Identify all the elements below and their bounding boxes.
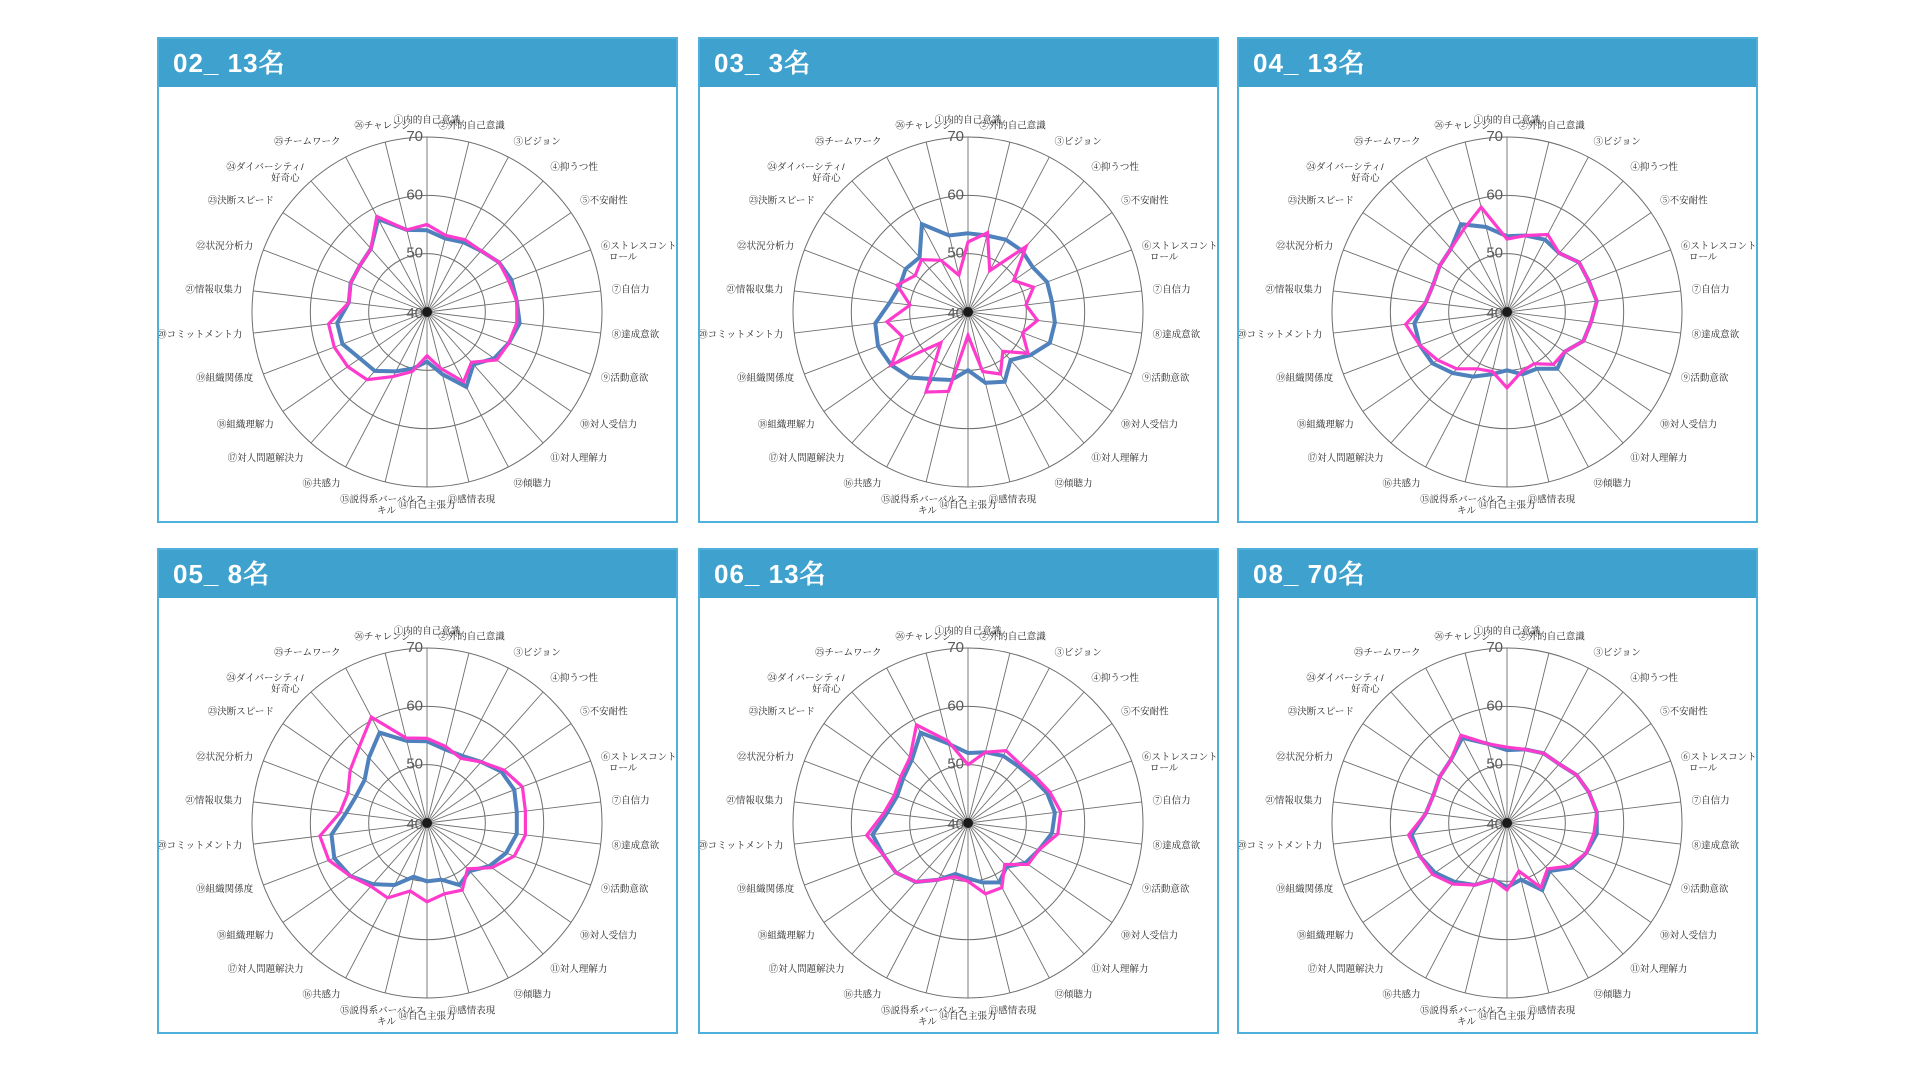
axis-label: ㉒状況分析力 (737, 241, 795, 253)
axis-label: ⑬感情表現 (1527, 494, 1576, 506)
axis-label: ⑨活動意欲 (1141, 883, 1190, 895)
axis-label: ㉓決断スピード (207, 706, 274, 718)
scale-tick-label: 40 (406, 305, 423, 322)
scale-tick-label: 50 (406, 755, 423, 773)
axis-label: ③ビジョン (513, 647, 561, 659)
grid-spoke (968, 653, 1010, 823)
axis-label: ㉑情報収集力 (1265, 795, 1323, 807)
axis-label: ①内的自己意識 (1473, 115, 1541, 126)
axis-label: ⑩対人受信力 (1660, 930, 1718, 942)
axis-label: ⑫傾聴力 (513, 478, 552, 490)
grid-spoke (968, 312, 1010, 482)
axis-label: ⑤不安耐性 (1121, 706, 1169, 718)
grid-spoke (926, 312, 968, 482)
axis-label: ㉖チャレンジ (354, 120, 411, 132)
axis-label: ㉓決断スピード (1287, 706, 1354, 718)
axis-label: ⑱組織理解力 (757, 419, 815, 431)
grid-group (793, 648, 1143, 998)
chart-panel (157, 37, 678, 523)
chart-panel (1237, 548, 1758, 1034)
axis-label: ⑩対人受信力 (580, 419, 638, 431)
axis-label: ⑯共感力 (302, 989, 341, 1001)
scale-tick-label: 60 (406, 697, 423, 715)
axis-label: ⑲組織関係度 (1276, 372, 1334, 384)
axis-label: ⑦自信力 (1691, 284, 1730, 296)
radar-chart-container (700, 598, 1217, 1032)
grid-group (793, 137, 1143, 487)
axis-label: ⑥ストレスコントロール (1680, 241, 1756, 264)
axis-label: ㉑情報収集力 (726, 795, 784, 807)
axis-label: ⑪対人理解力 (1091, 964, 1149, 976)
axis-label: ⑨活動意欲 (1141, 372, 1190, 384)
panel-title: 08_ 70名 (1253, 559, 1366, 589)
scale-tick-label: 60 (1486, 697, 1503, 715)
scale-tick-label: 50 (406, 244, 423, 262)
axis-label: ⑰対人問題解決力 (227, 964, 304, 976)
axis-label: ⑥ストレスコントロール (1141, 752, 1217, 775)
panel-title: 03_ 3名 (714, 48, 812, 78)
axis-label: ⑩対人受信力 (1660, 419, 1718, 431)
axis-label: ⑭自己主張力 (1478, 1011, 1536, 1022)
axis-label: ①内的自己意識 (934, 115, 1002, 126)
axis-label: ⑱組織理解力 (1296, 419, 1354, 431)
axis-label: ⑩対人受信力 (1121, 419, 1179, 431)
axis-label: ⑲組織関係度 (196, 883, 254, 895)
axis-label: ③ビジョン (1054, 136, 1102, 148)
axis-label: ⑭自己主張力 (939, 500, 997, 511)
axis-label: ④抑うつ性 (1091, 161, 1139, 173)
axis-label: ③ビジョン (1054, 647, 1102, 659)
axis-label: ③ビジョン (1593, 647, 1641, 659)
radar-chart-container (1239, 598, 1756, 1032)
axis-label: ⑮説得系バーバルスキル (1420, 494, 1505, 517)
scale-tick-label: 70 (1486, 639, 1503, 656)
scale-tick-label: 70 (947, 128, 964, 145)
axis-label: ⑯共感力 (843, 478, 882, 490)
axis-label: ⑭自己主張力 (398, 1011, 456, 1022)
axis-label: ⑲組織関係度 (737, 883, 795, 895)
scale-tick-label: 40 (947, 816, 964, 833)
axis-label: ⑱組織理解力 (216, 419, 274, 431)
axis-label: ㉓決断スピード (1287, 195, 1354, 207)
axis-label: ⑯共感力 (1382, 478, 1421, 490)
panel-header (159, 550, 676, 598)
axis-label: ③ビジョン (513, 136, 561, 148)
panel-header (1239, 550, 1756, 598)
axis-label: ④抑うつ性 (1630, 161, 1678, 173)
axis-label: ⑪対人理解力 (550, 453, 608, 465)
axis-label: ⑫傾聴力 (1054, 989, 1093, 1001)
axis-label: ⑤不安耐性 (580, 195, 628, 207)
axis-label: ⑦自信力 (1152, 795, 1191, 807)
axis-label: ㉒状況分析力 (196, 752, 254, 764)
axis-label: ㉔ダイバーシティ/好奇心 (767, 161, 845, 184)
axis-label: ㉑情報収集力 (726, 284, 784, 296)
axis-label: ⑳コミットメント力 (1239, 840, 1323, 852)
axis-label: ④抑うつ性 (1091, 672, 1139, 684)
axis-label: ⑤不安耐性 (1121, 195, 1169, 207)
axis-label: ⑮説得系バーバルスキル (1420, 1005, 1505, 1028)
axis-label: ⑳コミットメント力 (700, 329, 784, 341)
scale-tick-label: 40 (947, 305, 964, 322)
scale-tick-label: 70 (406, 639, 423, 656)
radar-chart (1239, 87, 1756, 521)
axis-label: ⑤不安耐性 (1660, 706, 1708, 718)
grid-spoke (1507, 823, 1549, 993)
axis-label: ⑬感情表現 (988, 1005, 1037, 1017)
grid-spoke (385, 823, 427, 993)
grid-group (1332, 648, 1682, 998)
radar-chart (700, 598, 1217, 1032)
axis-label: ⑧達成意欲 (1691, 840, 1740, 852)
panel-title: 06_ 13名 (714, 559, 827, 589)
radar-chart (159, 598, 676, 1032)
grid-spoke (1507, 653, 1549, 823)
axis-label: ⑱組織理解力 (216, 930, 274, 942)
axis-label: ⑲組織関係度 (737, 372, 795, 384)
axis-label: ⑧達成意欲 (1152, 329, 1201, 341)
axis-label: ⑳コミットメント力 (159, 329, 243, 341)
axis-label: ㉓決断スピード (748, 706, 815, 718)
axis-label: ㉔ダイバーシティ/好奇心 (767, 672, 845, 695)
axis-label: ④抑うつ性 (550, 161, 598, 173)
panel-header (700, 550, 1217, 598)
axis-label: ⑰対人問題解決力 (768, 964, 845, 976)
chart-panel (157, 548, 678, 1034)
axis-label: ⑩対人受信力 (580, 930, 638, 942)
axis-label: ⑨活動意欲 (1680, 883, 1729, 895)
axis-label: ⑦自信力 (611, 284, 650, 296)
axis-label: ⑭自己主張力 (398, 500, 456, 511)
panel-title: 02_ 13名 (173, 48, 286, 78)
axis-label: ㉓決断スピード (748, 195, 815, 207)
axis-label: ㉓決断スピード (207, 195, 274, 207)
axis-label: ①内的自己意識 (393, 115, 461, 126)
center-hub (1502, 818, 1512, 828)
axis-label: ㉒状況分析力 (196, 241, 254, 253)
axis-label: ⑫傾聴力 (1054, 478, 1093, 490)
scale-tick-label: 50 (947, 244, 964, 262)
axis-label: ⑳コミットメント力 (159, 840, 243, 852)
axis-label: ③ビジョン (1593, 136, 1641, 148)
axis-label: ㉕チームワーク (274, 647, 341, 659)
axis-label: ①内的自己意識 (934, 626, 1002, 637)
axis-label: ⑦自信力 (1152, 284, 1191, 296)
axis-label: ⑱組織理解力 (757, 930, 815, 942)
axis-label: ⑤不安耐性 (1660, 195, 1708, 207)
axis-label: ㉑情報収集力 (185, 284, 243, 296)
axis-label: ㉒状況分析力 (1276, 752, 1334, 764)
scale-tick-label: 70 (406, 128, 423, 145)
axis-label: ㉑情報収集力 (185, 795, 243, 807)
axis-label: ⑯共感力 (843, 989, 882, 1001)
radar-chart-container (159, 87, 676, 521)
axis-label: ⑮説得系バーバルスキル (881, 1005, 966, 1028)
chart-panel (1237, 37, 1758, 523)
axis-label: ⑫傾聴力 (1593, 478, 1632, 490)
radar-chart (1239, 598, 1756, 1032)
axis-label: ㉑情報収集力 (1265, 284, 1323, 296)
axis-label: ⑱組織理解力 (1296, 930, 1354, 942)
axis-label: ⑮説得系バーバルスキル (881, 494, 966, 517)
axis-label: ⑲組織関係度 (196, 372, 254, 384)
grid-spoke (1507, 312, 1549, 482)
axis-label: ⑳コミットメント力 (1239, 329, 1323, 341)
axis-label: ㉕チームワーク (1354, 136, 1421, 148)
scale-tick-label: 60 (947, 697, 964, 715)
axis-label: ㉖チャレンジ (354, 631, 411, 643)
center-hub (963, 307, 973, 317)
axis-label: ⑩対人受信力 (1121, 930, 1179, 942)
axis-label: ㉕チームワーク (815, 647, 882, 659)
axis-label: ⑮説得系バーバルスキル (340, 494, 425, 517)
grid-group (252, 648, 602, 998)
grid-spoke (427, 823, 469, 993)
axis-label: ②外的自己意識 (438, 120, 505, 132)
axis-label: ㉒状況分析力 (1276, 241, 1334, 253)
grid-spoke (1465, 823, 1507, 993)
center-hub (422, 307, 432, 317)
axis-label: ⑯共感力 (302, 478, 341, 490)
axis-label: ⑰対人問題解決力 (768, 453, 845, 465)
axis-label: ⑲組織関係度 (1276, 883, 1334, 895)
axis-label: ⑫傾聴力 (1593, 989, 1632, 1001)
axis-label: ㉔ダイバーシティ/好奇心 (226, 672, 304, 695)
axis-label: ⑬感情表現 (1527, 1005, 1576, 1017)
scale-tick-label: 70 (947, 639, 964, 656)
axis-label: ⑨活動意欲 (1680, 372, 1729, 384)
axis-label: ⑦自信力 (611, 795, 650, 807)
grid-spoke (1507, 142, 1549, 312)
axis-label: ⑬感情表現 (447, 494, 496, 506)
scale-tick-label: 50 (1486, 244, 1503, 262)
axis-label: ⑦自信力 (1691, 795, 1730, 807)
axis-label: ⑨活動意欲 (600, 372, 649, 384)
radar-chart-container (700, 87, 1217, 521)
axis-label: ①内的自己意識 (1473, 626, 1541, 637)
grid-group (252, 137, 602, 487)
axis-label: ②外的自己意識 (979, 631, 1046, 643)
axis-label: ㉔ダイバーシティ/好奇心 (1306, 672, 1384, 695)
axis-label: ㉔ダイバーシティ/好奇心 (1306, 161, 1384, 184)
series-blue-polygon (1414, 224, 1597, 376)
axis-label: ②外的自己意識 (979, 120, 1046, 132)
radar-chart-container (1239, 87, 1756, 521)
scale-tick-label: 60 (947, 186, 964, 204)
grid-spoke (968, 823, 1010, 993)
center-hub (1502, 307, 1512, 317)
panel-header (159, 39, 676, 87)
scale-tick-label: 50 (947, 755, 964, 773)
chart-panel (698, 548, 1219, 1034)
axis-label: ⑮説得系バーバルスキル (340, 1005, 425, 1028)
axis-label: ⑧達成意欲 (1152, 840, 1201, 852)
axis-label: ⑥ストレスコントロール (600, 752, 676, 775)
axis-label: ㉖チャレンジ (1434, 120, 1491, 132)
axis-label: ⑰対人問題解決力 (1307, 964, 1384, 976)
radar-chart-container (159, 598, 676, 1032)
chart-panel (698, 37, 1219, 523)
grid-spoke (926, 823, 968, 993)
scale-tick-label: 40 (1486, 305, 1503, 322)
grid-spoke (968, 142, 1010, 312)
axis-label: ①内的自己意識 (393, 626, 461, 637)
grid-spoke (385, 312, 427, 482)
axis-label: ㉖チャレンジ (895, 120, 952, 132)
axis-label: ⑨活動意欲 (600, 883, 649, 895)
center-hub (963, 818, 973, 828)
grid-group (1332, 137, 1682, 487)
axis-label: ⑬感情表現 (988, 494, 1037, 506)
panel-title: 04_ 13名 (1253, 48, 1366, 78)
radar-chart (700, 87, 1217, 521)
axis-label: ⑯共感力 (1382, 989, 1421, 1001)
axis-label: ⑳コミットメント力 (700, 840, 784, 852)
axis-label: ⑧達成意欲 (1691, 329, 1740, 341)
axis-label: ㉕チームワーク (815, 136, 882, 148)
axis-label: ⑪対人理解力 (1630, 453, 1688, 465)
panel-header (1239, 39, 1756, 87)
axis-label: ⑰対人問題解決力 (227, 453, 304, 465)
panel-title: 05_ 8名 (173, 559, 271, 589)
radar-chart (159, 87, 676, 521)
scale-tick-label: 40 (406, 816, 423, 833)
axis-label: ㉕チームワーク (274, 136, 341, 148)
axis-label: ②外的自己意識 (1518, 120, 1585, 132)
axis-label: ㉔ダイバーシティ/好奇心 (226, 161, 304, 184)
series-magenta-polygon (1406, 207, 1597, 388)
axis-label: ②外的自己意識 (1518, 631, 1585, 643)
grid-spoke (427, 653, 469, 823)
axis-label: ④抑うつ性 (1630, 672, 1678, 684)
axis-label: ⑭自己主張力 (939, 1011, 997, 1022)
axis-label: ㉖チャレンジ (1434, 631, 1491, 643)
axis-label: ⑪対人理解力 (550, 964, 608, 976)
axis-label: ⑪対人理解力 (1091, 453, 1149, 465)
axis-label: ②外的自己意識 (438, 631, 505, 643)
scale-tick-label: 70 (1486, 128, 1503, 145)
axis-label: ⑬感情表現 (447, 1005, 496, 1017)
axis-label: ④抑うつ性 (550, 672, 598, 684)
axis-label: ⑤不安耐性 (580, 706, 628, 718)
axis-label: ㉒状況分析力 (737, 752, 795, 764)
axis-label: ⑭自己主張力 (1478, 500, 1536, 511)
panel-header (700, 39, 1217, 87)
center-hub (422, 818, 432, 828)
axis-label: ⑥ストレスコントロール (1141, 241, 1217, 264)
axis-label: ⑥ストレスコントロール (1680, 752, 1756, 775)
scale-tick-label: 60 (1486, 186, 1503, 204)
axis-label: ⑥ストレスコントロール (600, 241, 676, 264)
axis-label: ⑫傾聴力 (513, 989, 552, 1001)
axis-label: ㉖チャレンジ (895, 631, 952, 643)
axis-label: ⑰対人問題解決力 (1307, 453, 1384, 465)
axis-label: ⑪対人理解力 (1630, 964, 1688, 976)
scale-tick-label: 60 (406, 186, 423, 204)
series-blue-polygon (332, 733, 517, 885)
scale-tick-label: 50 (1486, 755, 1503, 773)
scale-tick-label: 40 (1486, 816, 1503, 833)
grid-spoke (427, 312, 469, 482)
axis-label: ⑧達成意欲 (611, 329, 660, 341)
axis-label: ⑧達成意欲 (611, 840, 660, 852)
grid-spoke (1465, 312, 1507, 482)
axis-label: ㉕チームワーク (1354, 647, 1421, 659)
